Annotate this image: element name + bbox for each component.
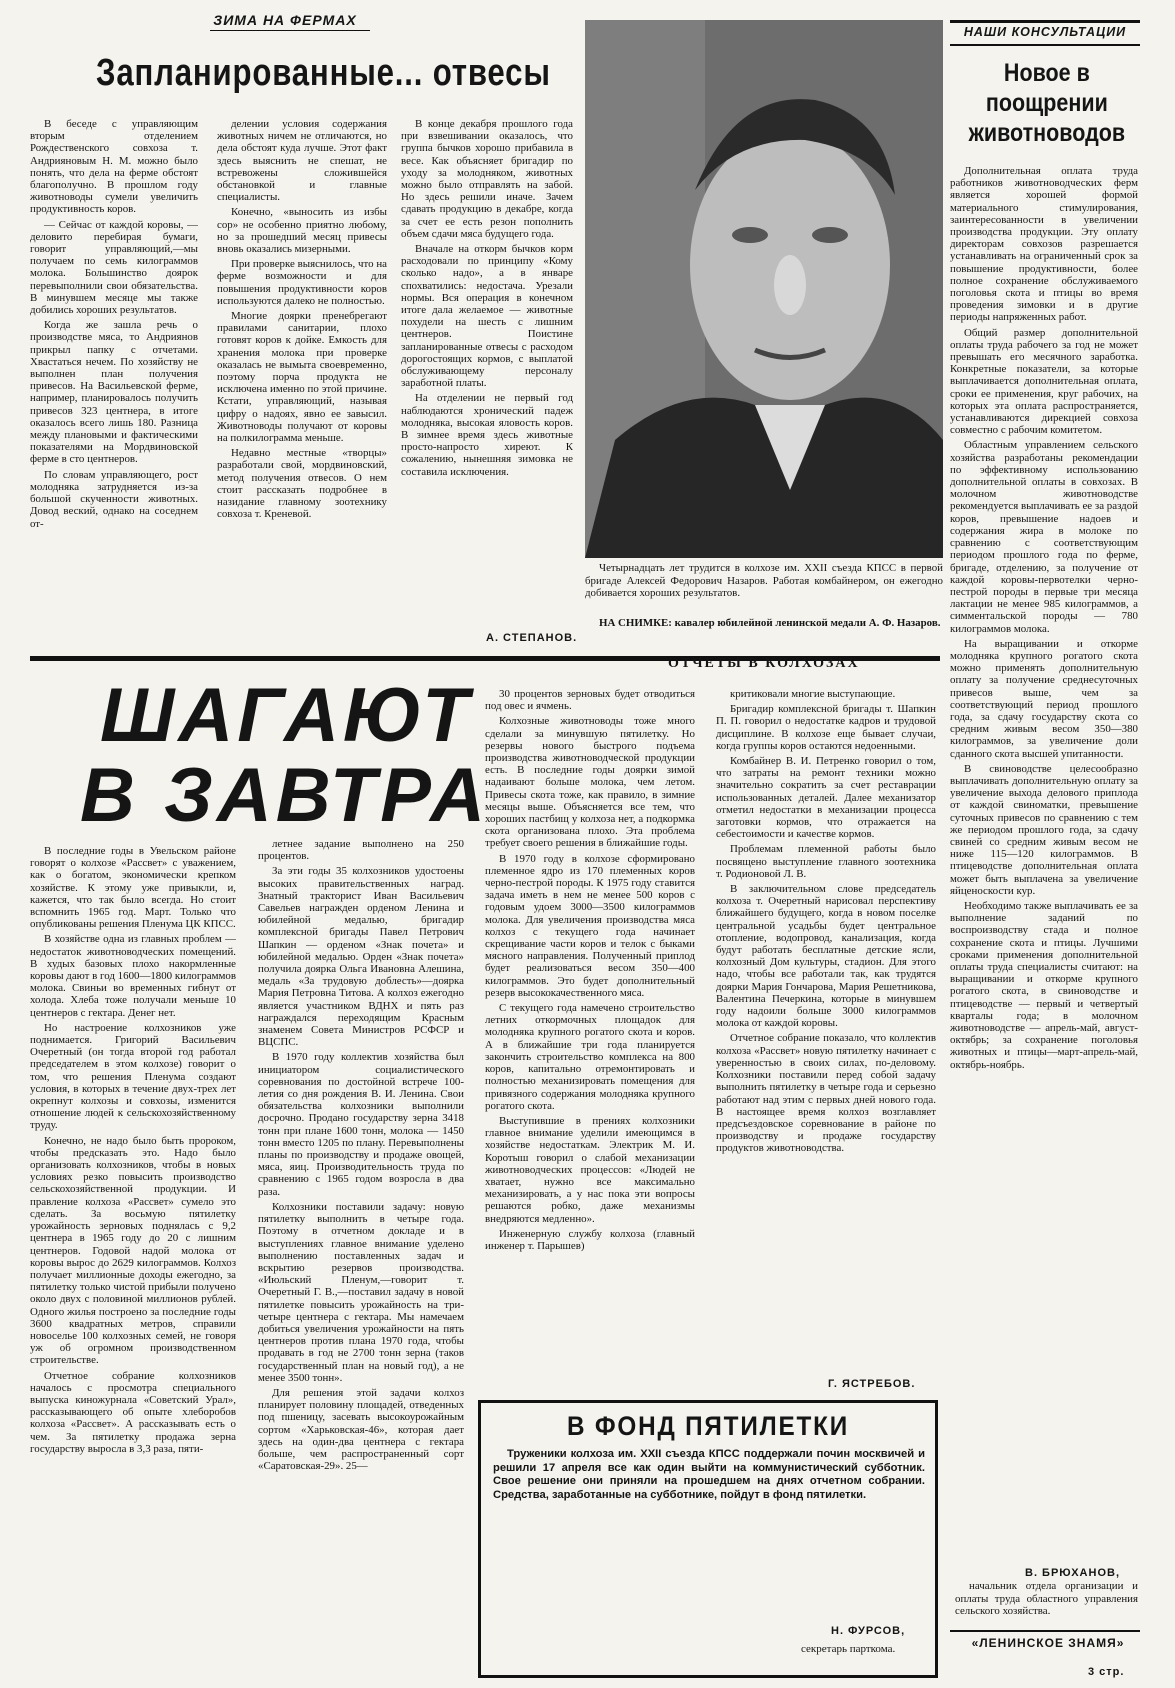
- paragraph: При проверке выяснилось, что на ферме возможности и для повышения продуктивности коров используются далеко не полностью.: [217, 258, 387, 307]
- top-col3: [401, 118, 573, 618]
- paragraph: Когда же зашла речь о производстве мяса, то Андриянов прикрыл папку с отчетами. Хвастаться нечем. По хозяйству не выполнен план получения привесов. На Васильевской ферме, например, планировалось получить привесов 323 центнера, в итоге оказалось всего лишь 180. Разница между плановыми и фактическими показателями на Мордвиновской ферме в сто центнеров.: [30, 319, 198, 466]
- rubric-underline: [210, 30, 370, 31]
- paragraph: Многие доярки пренебрегают правилами санитарии, плохо готовят коров к дойке. Емкость для хранения молока при проверке оказалась не вымыта своевременно, поэтому порча продукта не исключена именно по этой причине. Кстати, управляющий, называя цифру о надоях, явно ее завысил. Животноводы получают от коровы на полкилограмма меньше.: [217, 310, 387, 445]
- paragraph: Областным управлением сельского хозяйства разработаны рекомендации по эффективному использованию дополнительной оплаты в совхозах. В молочном животноводстве рекомендуется выплачивать ее за раздой коров, превышение надоев и содержания жира в молоке по сравнению с соответствующим периодом прошлого года по ферме, бригаде, отделению, за получение от каждой коровы-первотелки черно-пестрой породы в первые три месяца лактации не менее 985 килограммов, а симментальской породы — 780 килограммов молока.: [950, 439, 1138, 635]
- paragraph: Для решения этой задачи колхоз планирует половину площадей, отведенных под пшеницу, засевать высокоурожайным сортом «Харьковская-46», которая дает здесь на один-два центнера с гектара больше, чем распространенный сорт «Саратовская-29». 25—: [258, 1386, 464, 1473]
- sidebar-bottom-rule: [950, 1630, 1140, 1632]
- main-col4: [716, 688, 936, 1374]
- sidebar-rubric-rule: [950, 44, 1140, 46]
- paragraph: Общий размер дополнительной оплаты труда рабочего за год не может превышать его месячного заработка. Конкретные показатели, за которые выплачивается дополнительная оплата, сроки ее применения, круг рабочих, на которых эта оплата распространяется, устанавливаются дирекцией совхоза совместно с рабочим комитетом.: [950, 326, 1138, 437]
- paragraph: В 1970 году коллектив хозяйства был инициатором социалистического соревнования по достойной встрече 100-летия со дня рождения В. И. Ленина. Свои обязательства колхозники выполнили досрочно. Продано государству зерна 3418 тонн при плане 1600 тонн, молока — 1450 тонн вместо 1205 по плану. Перевыполнены планы по производству и продаже овощей, мяса, яиц. Производительность труда по сравнению с 1965 годом возросла в два раза.: [258, 1051, 464, 1198]
- fond-box: [478, 1400, 938, 1678]
- paragraph: летнее задание выполнено на 250 процентов.: [258, 838, 464, 863]
- main-col3: [485, 688, 695, 1388]
- paragraph: Но настроение колхозников уже поднимается. Григорий Васильевич Очеретный (он тогда второй год работал председателем в этом колхозе) говорит о том, что решения Пленума создают условия, в которых в течение двух-трех лет окрепнут колхозы и совхозы, изменится отношение людей к сельскохозяйственному труду.: [30, 1021, 236, 1132]
- paragraph: По словам управляющего, рост молодняка затрудняется из-за большой скученности животных. Довод веский, однако на соседнем от-: [30, 468, 198, 530]
- main-headline-line1: ШАГАЮТ: [100, 673, 473, 758]
- portrait-svg: [585, 20, 943, 558]
- main-signature: Г. ЯСТРЕБОВ.: [828, 1378, 916, 1390]
- photo-caption-2: НА СНИМКЕ: кавалер юбилейной ленинской медали А. Ф. Назаров.: [599, 617, 941, 629]
- paragraph: За эти годы 35 колхозников удостоены высоких правительственных наград. Знатный тракторист Иван Васильевич Савельев награжден орденом Ленина и юбилейной медалью, бригадир комплексной бригады Павел Петрович Шапкин — орденом «Знак почета» и юбилейной медалью. Орден «Знак почета» получила доярка Ольга Ивановна Алешина, медаль «За трудовую доблесть»—доярка Мария Петровна Титова. А колхоз ежегодно является участником ВДНХ и пять раз награждался переходящим Красным знаменем Совета Министров РСФСР и ВЦСПС.: [258, 865, 464, 1049]
- paper-name: «ЛЕНИНСКОЕ ЗНАМЯ»: [971, 1636, 1125, 1650]
- top-col1: [30, 118, 198, 643]
- paragraph: Инженерную службу колхоза (главный инженер т. Парышев): [485, 1227, 695, 1252]
- paragraph: 30 процентов зерновых будет отводиться под овес и ячмень.: [485, 688, 695, 713]
- main-headline-line2: В ЗАВТРА: [80, 753, 490, 838]
- main-col1: [30, 845, 236, 1683]
- paragraph: В последние годы в Увельском районе говорят о колхозе «Рассвет» с уважением, как о богатом, экономически крепком хозяйстве. К этому уже привыкли, и, кажется, что так было всегда. Но стоит вспомнить 1965 год. Март. Только что опубликованы решения Пленума ЦК КПСС.: [30, 845, 236, 931]
- paragraph: Отчетное собрание колхозников началось с просмотра специального выпуска киножурнала «Советский Урал», рассказывающего об опыте хлеборобов колхоза «Рассвет». А рассказывать есть о чем. За пятилетку продажа зерна государству выросла в 3,3 раза, пяти-: [30, 1369, 236, 1455]
- top-col2: [217, 118, 387, 643]
- sidebar-top-rule: [950, 20, 1140, 23]
- sidebar-text: [950, 165, 1138, 1560]
- paragraph: Колхозники поставили задачу: новую пятилетку выполнить в четыре года. Поэтому в отчетном докладе и в выступлениях главное внимание уделено выполнению поставленных задач и вскрытию резервов производства. «Июльский Пленум,—говорит т. Очеретный Г. В.,—поставил задачу в новой пятилетке повысить урожайность на три-четыре центнера с гектара. Мы намечаем добиться увеличения урожайности на пять центнеров против плана 1970 года, чтобы продавать в год не 2700 тонн зерна (таков государственный план на новый год), а не менее 3500 тонн».: [258, 1200, 464, 1384]
- fond-signature: Н. ФУРСОВ,: [831, 1625, 906, 1637]
- page-number: 3 стр.: [1088, 1666, 1125, 1678]
- paragraph: В конце декабря прошлого года при взвешивании оказалось, что группа бычков хорошо прибавила в весе. Как объясняет бригадир по уходу за молодняком, животных можно было отправлять на забой. Но здесь решили иначе. Зачем сдавать продукцию в декабре, когда за счет ее есть резон пополнить объем сдачи мяса будущего года.: [401, 118, 573, 240]
- fond-signature-title: секретарь парткома.: [801, 1643, 896, 1655]
- photo-nazarov: [585, 20, 943, 558]
- paragraph: В беседе с управляющим вторым отделением Рождественского совхоза т. Андрияновым Н. М. можно было понять, что дела на ферме обстоят благополучно. В прошлом году животноводы сумели увеличить продуктивность коров.: [30, 118, 198, 216]
- paragraph: В хозяйстве одна из главных проблем — недостаток животноводческих помещений. В худых базовых плохо накормленные коровы дают в год 1600—1800 килограммов молока. Свиньи во временных гибнут от холода. Хлеба тоже получали меньше 10 центнеров с гектара. Денег нет.: [30, 933, 236, 1019]
- sidebar-signature-title: начальник отдела организации и оплаты труда областного управления сельского хозяйства.: [955, 1580, 1138, 1617]
- paragraph: Отчетное собрание показало, что коллектив колхоза «Рассвет» новую пятилетку начинает с уверенностью в своих силах, по-деловому. Колхозники поставили перед собой задачу выполнить пятилетку в четыре года и серьезно работают над этим с первых дней нового года. В настоящее время колхоз возглавляет предсъездовское соревнование в районе по производству и продаже государству продуктов животноводства.: [716, 1032, 936, 1155]
- fond-text: Труженики колхоза им. XXII съезда КПСС поддержали почин москвичей и решили 17 апреля все как один выйти на коммунистический субботник. Свое решение они приняли на прошедшем на днях отчетном собрании. Средства, заработанные на субботнике, пойдут в фонд пятилетки.: [493, 1448, 925, 1501]
- paragraph: Колхозные животноводы тоже много сделали за минувшую пятилетку. Но резервы нового быстрого подъема производства животноводческой продукции есть. В последние годы доярки зимой надаивают больше молока, чем летом. Привесы скота тоже, как правило, в зимние месяцы выше. Объясняется все тем, что хороших пастбищ у колхоза нет, а подкормка скота организована плохо. Эта проблема требует своего решения в ближайшие годы.: [485, 715, 695, 850]
- top-headline: Запланированные... отвесы: [96, 52, 551, 94]
- paragraph: В заключительном слове председатель колхоза т. Очеретный нарисовал перспективу ближайшего будущего, когда в новом поселке центральной усадьбы будет центральное отопление, водопровод, канализация, когда будут работать бесплатные детские ясли, колхозный Дом культуры, стадион. Для этого надо, чтобы все работали так, как трудятся доярки Мария Гончарова, Мария Решетникова, Валентина Печеркина, которые в минувшем году надоили больше 3000 килограммов молока от каждой коровы.: [716, 883, 936, 1030]
- rubric-zima: ЗИМА НА ФЕРМАХ: [213, 12, 357, 28]
- paragraph: Проблемам племенной работы было посвящено выступление главного зоотехника т. Родионовой Л. В.: [716, 843, 936, 880]
- paragraph: В 1970 году в колхозе сформировано племенное ядро из 170 племенных коров черно-пестрой породы. К 1975 году ставится задача иметь в нем не менее 500 коров с годовым удоем 3000—3500 килограммов молока. Для увеличения производства мяса колхоз с текущего года начинает скрещивание части коров и телок с быками мясного направления. Полученный приплод будет реализоваться весом 350—400 килограммов. Это будет дополнительный резерв высококачественного мяса.: [485, 852, 695, 999]
- sidebar-headline: Новое в поощрении животноводов: [968, 59, 1126, 147]
- fond-title: В ФОНД ПЯТИЛЕТКИ: [566, 1411, 849, 1441]
- sidebar-rubric: НАШИ КОНСУЛЬТАЦИИ: [963, 25, 1127, 39]
- paragraph: Недавно местные «творцы» разработали свой, мордвиновский, метод получения отвесов. О нем стоит рассказать подробнее в назидание главному зоотехнику совхоза т. Креневой.: [217, 447, 387, 521]
- paragraph: Бригадир комплексной бригады т. Шапкин П. П. говорил о недостатке кадров и трудовой дисциплине. В колхозе еще бывает случаи, когда группы коров остаются недоенными.: [716, 703, 936, 752]
- paragraph: В свиноводстве целесообразно выплачивать дополнительную оплату за увеличение выхода делового приплода от каждой свиноматки, превышение суточных привесов по сравнению с тем же периодом прошлого года, за сдачу свиней со средним живым весом не ниже 115—120 килограммов. В птицеводстве дополнительная оплата может быть выплачена за увеличение яйценоскости кур.: [950, 762, 1138, 897]
- top-signature: А. СТЕПАНОВ.: [486, 632, 578, 644]
- sidebar-signature: В. БРЮХАНОВ,: [1025, 1567, 1121, 1579]
- paragraph: На отделении не первый год наблюдаются хронический падеж молодняка, высокая яловость коров. В зимнее время здесь животные просто-напросто хиреют. К сожалению, нынешняя зимовка не составила исключения.: [401, 392, 573, 478]
- paragraph: Вначале на откорм бычков корм расходовали по принципу «Кому сколько надо», а в январе спохватились: недостача. Урезали нормы. Вся операция в конечном итоге дала желаемое — животные похудели на шесть с лишним центнеров. Поистине запланированные отвесы с расходом дорогостоящих кормов, с выплатой обслуживающему персоналу заработной платы.: [401, 243, 573, 390]
- paragraph: критиковали многие выступающие.: [730, 688, 896, 700]
- paragraph: делении условия содержания животных ничем не отличаются, но дела обстоят куда лучше. Этот факт здесь выяснить не спешат, не встревожены сложившейся обстановкой и главные специалисты.: [217, 118, 387, 204]
- paragraph: Конечно, не надо было быть пророком, чтобы предсказать это. Надо было организовать колхозников, чтобы в новых условиях резко повысить производство сельскохозяйственной продукции. И правление колхоза «Рассвет» сумело это сделать. За восьмую пятилетку урожайность зерновых поднялась с 9,2 центнера в 1965 году до 20 с лишним центнеров. Годовой надой молока от коровы вырос до 2629 килограммов. Колхоз получает миллионные доходы ежегодно, за пятилетку только чистой прибыли получено около двух с половиной миллионов рублей. Одного жилья построено за последние годы 3600 квадратных метров, справили новоселье 100 колхозных семей, не говоря уж об огромном производственном строительстве.: [30, 1134, 236, 1367]
- main-col2: [258, 838, 464, 1684]
- photo-caption: Четырнадцать лет трудится в колхозе им. XXII съезда КПСС в первой бригаде Алексей Федорович Назаров. Работая комбайнером, он ежегодно добивается хороших результатов.: [585, 562, 943, 599]
- paragraph: Выступившие в прениях колхозники главное внимание уделили имеющимся в хозяйстве недостаткам. Электрик М. И. Коротыш говорил о слабой механизации животноводческих процессов: «Людей не хватает, нужно все максимально механизировать, а у нас пока эти вопросы решаются робко, даже механизмы внедряются медленно».: [485, 1114, 695, 1225]
- main-rubric: ОТЧЕТЫ В КОЛХОЗАХ: [668, 656, 860, 671]
- paragraph: Необходимо также выплачивать ее за выполнение заданий по воспроизводству стада и полное сохранение скота и птицы. Лучшими сроками применения дополнительной оплаты труда специалисты считают: на выращивании и откорме крупного рогатого скота, в свиноводстве и птицеводстве — первый и четвертый кварталы года; в молочном животноводстве — апрель-май, август-октябрь; за сохранение поголовья животных и птицы—март-апрель-май, октябрь-ноябрь.: [950, 899, 1138, 1071]
- paragraph: — Сейчас от каждой коровы, — деловито перебирая бумаги, говорит управляющий,—мы получаем по семь килограммов молока. Большинство доярок перевыполнили свои обязательства. В минувшем месяце мы также добились хороших результатов.: [30, 218, 198, 317]
- paragraph: Комбайнер В. И. Петренко говорил о том, что затраты на ремонт техники можно значительно сократить за счет реставрации использованных деталей. Далее механизатор отметил недостатки в механизации процесса заготовки кормов, что отражается на себестоимости и качестве кормов.: [716, 755, 936, 841]
- paragraph: С текущего года намечено строительство летних откормочных площадок для молодняка крупного рогатого скота и коров. А в ближайшие три года планируется закончить строительство комплекса на 800 коров, капитально отремонтировать и полностью механизировать помещения для привязного содержания молодняка крупного рогатого скота.: [485, 1002, 695, 1112]
- paragraph: На выращивании и откорме молодняка крупного рогатого скота можно применять дополнительную оплату за получение среднесуточных привесов выше, чем за соответствующий период прошлого года, за сдачу государству скота со средним живым весом 350—380 килограммов, за увеличение доли сданного скота высшей упитанности.: [950, 637, 1138, 760]
- paragraph: Конечно, «выносить из избы сор» не особенно приятно любому, но за прошедший месяц привесы вновь оказались мизерными.: [217, 206, 387, 256]
- paragraph: Дополнительная оплата труда работников животноводческих ферм является хорошей формой материального стимулирования, заинтересованности в увеличении производства продукции. Эту оплату директорам совхозов разрешается устанавливать на ограниченный срок за повышение продуктивности, более полное сохранение обслуживаемого поголовья скота и птицы во время проведения зимовки и в другие периоды напряженных работ.: [950, 165, 1138, 324]
